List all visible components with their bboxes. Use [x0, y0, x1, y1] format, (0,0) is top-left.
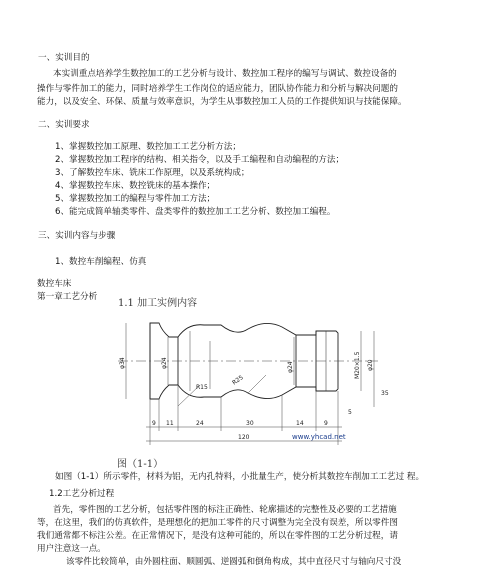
dim-phi24-right: φ24	[287, 361, 294, 373]
dim-r25: R25	[231, 374, 245, 387]
section1-line-3: 能力，以及安全、环保、质量与效率意识，为学生从事数控加工人员的工作提供知识与技能保障。	[37, 97, 407, 107]
dim-phi24: φ24	[161, 357, 168, 369]
dim-phi20: φ20	[367, 359, 374, 371]
section1-line-1: 本实训重点培养学生数控加工的工艺分析与设计、数控加工程序的编写与调试、数控设备的	[53, 69, 397, 79]
dim-30: 30	[246, 420, 254, 427]
section-1-2-line-1: 首先，零件图的工艺分析，包括零件图的标注正确性、轮廓描述的完整性及必要的工艺措施	[53, 505, 397, 515]
dim-r15: R15	[196, 384, 208, 391]
dim-24: 24	[196, 420, 204, 427]
requirement-item: 2、掌握数控加工程序的结构、相关指令，以及手工编程和自动编程的方法；	[55, 155, 345, 165]
requirement-item: 4、掌握数控车床、数控铣床的基本操作；	[55, 181, 216, 191]
requirement-item: 5、掌握数控加工的编程与零件加工方法；	[55, 194, 216, 204]
dim-phi34: φ34	[119, 357, 126, 369]
section1-line-2: 操作与零件加工的能力，同时培养学生工作岗位的适应能力，团队协作能力和分析与解决问题的	[37, 84, 398, 94]
figure-caption: 图（1-1）	[117, 459, 164, 470]
dim-120: 120	[238, 434, 250, 441]
section2-heading: 二、实训要求	[38, 120, 90, 130]
subsection-1-1-heading: 1.1 加工实例内容	[118, 298, 198, 309]
dim-9-right: 9	[324, 420, 328, 427]
dim-thread: M20×1.5	[354, 351, 361, 379]
chapter-title: 第一章工艺分析	[37, 292, 98, 302]
section-1-2-heading: 1.2工艺分析过程	[49, 489, 115, 499]
section1-heading: 一、实训目的	[38, 53, 90, 63]
dim-35: 35	[381, 390, 389, 397]
section-1-2-line-4: 用户注意这一点。	[37, 544, 106, 554]
watermark: www.yhcad.net	[292, 433, 346, 441]
dim-14: 14	[296, 420, 304, 427]
dim-5: 5	[348, 409, 352, 416]
section-1-2-last-line: 该零件比较简单，由外圆柱面、顺圆弧、逆圆弧和倒角构成，其中直径尺寸与轴向尺寸没	[66, 557, 402, 567]
section-1-2-line-2: 等，在这里，我们的仿真软件，是理想化的把加工零件的尺寸调整为完全没有误差，所以零件图	[37, 518, 398, 528]
dim-11: 11	[166, 420, 174, 427]
requirement-item: 6、能完成简单轴类零件、盘类零件的数控加工工艺分析、数控加工编程。	[55, 207, 336, 217]
part-drawing	[116, 311, 392, 457]
machine-title: 数控车床	[37, 279, 72, 289]
requirement-item: 3、了解数控车床、铣床工作原理，以及系统构成；	[55, 168, 250, 178]
dim-9-left: 9	[152, 420, 156, 427]
section-1-2-line-3: 我们通常都不标注公差。在正常情况下，是没有这种可能的，所以在零件图的工艺分析过程，请	[37, 531, 398, 541]
section3-heading: 三、实训内容与步骤	[38, 231, 116, 241]
content-item-1: 1、数控车削编程、仿真	[55, 257, 147, 267]
figure-description: 如图（1-1）所示零件，材料为铝，无内孔特料，小批量生产，使分析其数控车削加工工艺过 程。	[55, 472, 425, 482]
requirement-item: 1、掌握数控加工原理、数控加工工艺分析方法；	[55, 142, 241, 152]
